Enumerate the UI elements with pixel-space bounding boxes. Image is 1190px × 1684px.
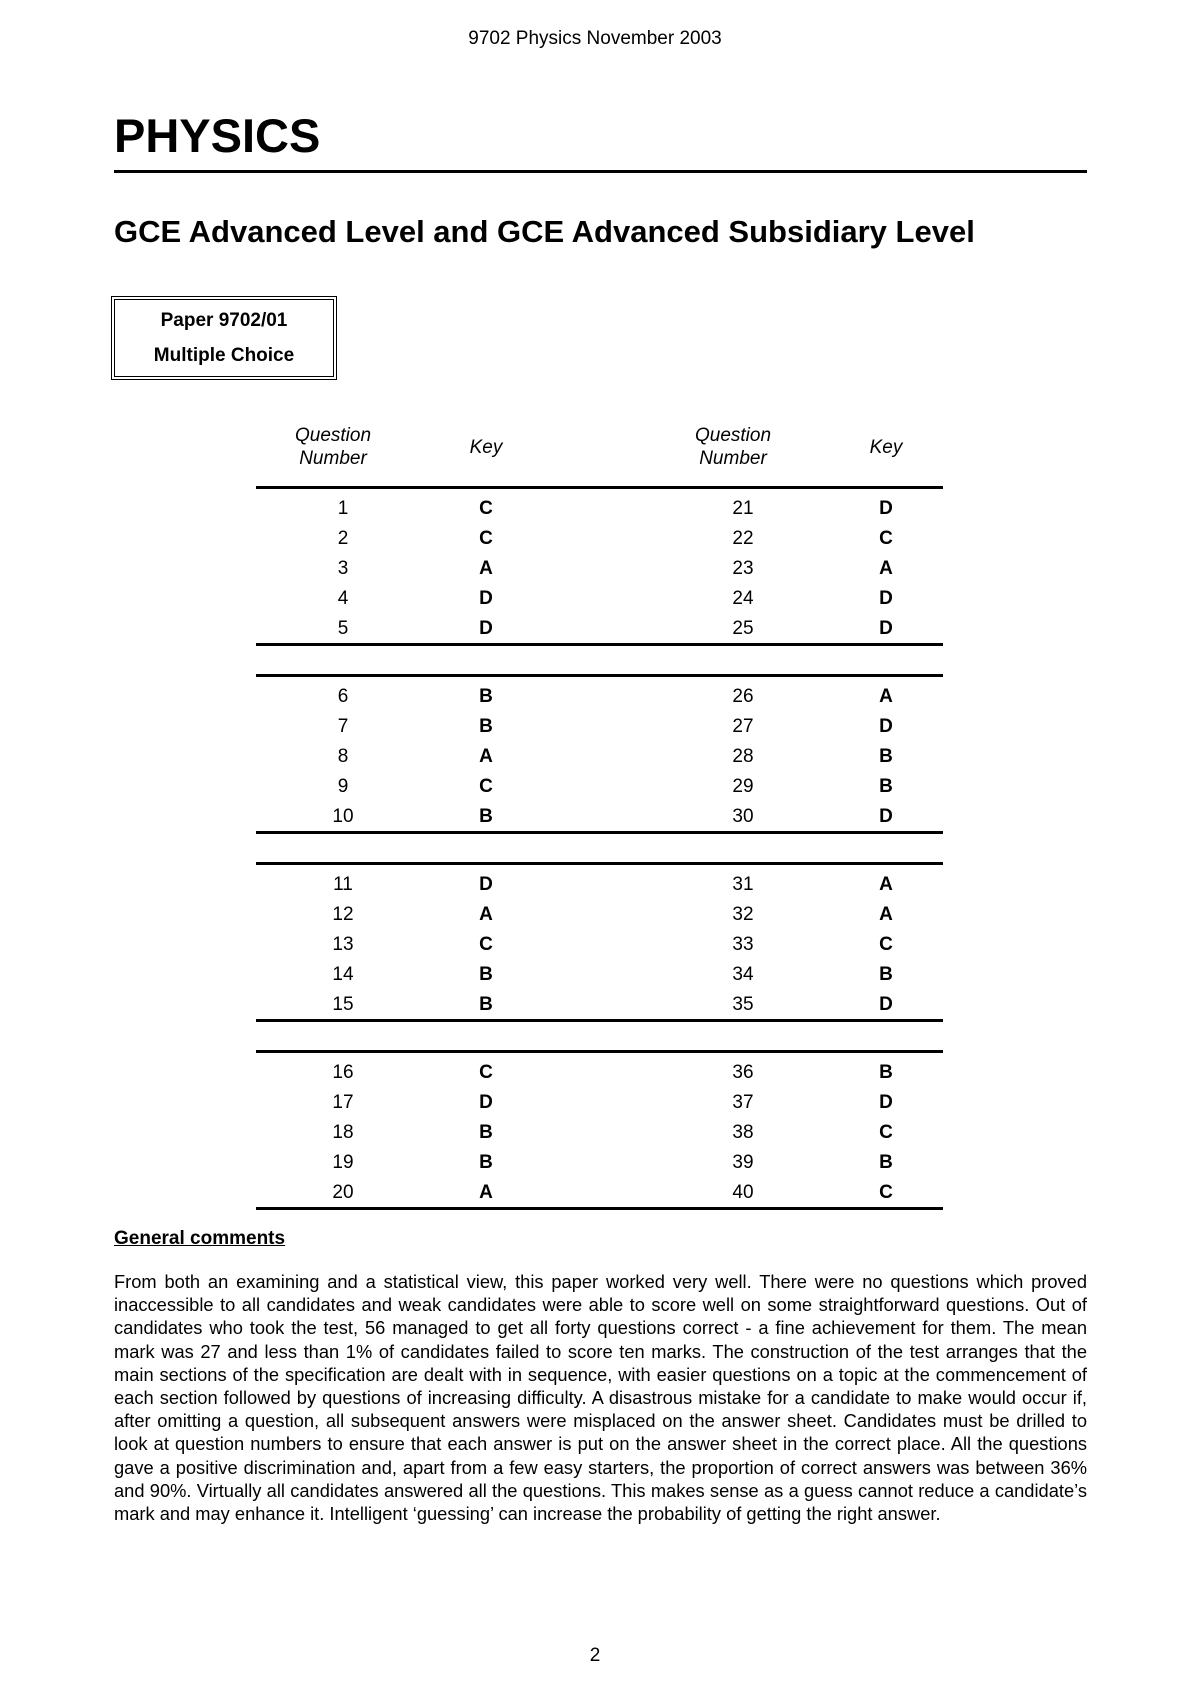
key-cell: A (879, 874, 893, 895)
table-row (256, 771, 943, 801)
key-cell: A (879, 558, 893, 579)
question-number-cell: 34 (732, 964, 754, 985)
key-cell: D (879, 588, 893, 609)
key-cell: B (479, 806, 493, 827)
question-number-cell: 13 (332, 934, 354, 955)
header-question-line2: Number (699, 448, 767, 469)
table-row (256, 741, 943, 771)
question-number-cell: 22 (732, 528, 754, 549)
question-number-cell: 8 (337, 746, 349, 767)
table-row (256, 959, 943, 989)
table-row (256, 989, 943, 1019)
key-cell: B (879, 964, 893, 985)
question-number-cell: 32 (732, 904, 754, 925)
key-cell: C (479, 528, 493, 549)
key-cell: B (879, 1152, 893, 1173)
key-cell: C (479, 1062, 493, 1083)
question-number-cell: 15 (332, 994, 354, 1015)
key-cell: B (479, 1122, 493, 1143)
table-header (256, 420, 943, 489)
key-cell: C (879, 934, 893, 955)
paper-type: Multiple Choice (153, 344, 295, 366)
question-number-cell: 27 (732, 716, 754, 737)
key-cell: D (879, 806, 893, 827)
key-cell: B (479, 1152, 493, 1173)
table-row (256, 583, 943, 613)
page-number: 2 (589, 1645, 601, 1666)
key-cell: C (879, 528, 893, 549)
table-row (256, 523, 943, 553)
key-cell: B (479, 686, 493, 707)
question-number-cell: 29 (732, 776, 754, 797)
key-cell: D (879, 994, 893, 1015)
key-cell: D (879, 498, 893, 519)
key-cell: A (479, 904, 493, 925)
header-question-number-right (683, 424, 783, 470)
question-number-cell: 2 (337, 528, 349, 549)
comments-heading: General comments (114, 1228, 286, 1249)
paper-code: Paper 9702/01 (160, 309, 288, 331)
question-number-cell: 37 (732, 1092, 754, 1113)
key-cell: B (479, 964, 493, 985)
key-cell: B (479, 716, 493, 737)
question-number-cell: 7 (337, 716, 349, 737)
header-key-left: Key (469, 437, 503, 458)
key-cell: A (479, 1182, 493, 1203)
question-number-cell: 28 (732, 746, 754, 767)
key-cell: C (879, 1182, 893, 1203)
table-group-body (256, 493, 943, 646)
key-cell: A (879, 904, 893, 925)
question-number-cell: 17 (332, 1092, 354, 1113)
question-number-cell: 26 (732, 686, 754, 707)
key-cell: B (479, 994, 493, 1015)
question-number-cell: 3 (337, 558, 349, 579)
question-number-cell: 25 (732, 618, 754, 639)
question-number-cell: 35 (732, 994, 754, 1015)
subject-title: PHYSICS (114, 109, 321, 162)
question-number-cell: 6 (337, 686, 349, 707)
header-key-right: Key (869, 437, 903, 458)
paper-box (111, 296, 337, 380)
table-row (256, 801, 943, 831)
title-rule (114, 170, 1087, 173)
key-cell: D (879, 1092, 893, 1113)
table-row (256, 1147, 943, 1177)
table-row (256, 929, 943, 959)
table-row (256, 711, 943, 741)
question-number-cell: 38 (732, 1122, 754, 1143)
table-row (256, 869, 943, 899)
key-cell: C (479, 498, 493, 519)
question-number-cell: 36 (732, 1062, 754, 1083)
question-number-cell: 19 (332, 1152, 354, 1173)
key-cell: D (479, 874, 493, 895)
table-group-body (256, 1050, 943, 1210)
question-number-cell: 23 (732, 558, 754, 579)
question-number-cell: 16 (332, 1062, 354, 1083)
key-cell: A (879, 686, 893, 707)
question-number-cell: 5 (337, 618, 349, 639)
table-group (256, 493, 943, 646)
question-number-cell: 1 (337, 498, 349, 519)
table-row (256, 493, 943, 523)
header-question-line2: Number (299, 448, 367, 469)
table-group-body (256, 674, 943, 834)
question-number-cell: 4 (337, 588, 349, 609)
table-row (256, 1057, 943, 1087)
question-number-cell: 18 (332, 1122, 354, 1143)
table-group (256, 674, 943, 834)
running-header: 9702 Physics November 2003 (468, 28, 722, 49)
question-number-cell: 12 (332, 904, 354, 925)
comments-body: From both an examining and a statistical view, this paper worked very well. There were no questions which proved inaccessible to all candidates and weak candidates were able to score well on some straightforward questions. Out of candidates who took the test, 56 managed to get all forty questions correct - a fine achievement for them. The mean mark was 27 and less than 1% of candidates failed to score ten marks. The construction of the test arranges that the main sections of the specification are dealt with in sequence, with easier questions on a topic at the commencement of each section followed by questions of increasing difficulty. A disastrous mistake for a candidate to make would occur if, after omitting a question, all subsequent answers were misplaced on the answer sheet. Candidates must be drilled to look at question numbers to ensure that each answer is put on the answer sheet in the correct place. All the questions gave a positive discrimination and, apart from a few easy starters, the proportion of correct answers was between 36% and 90%. Virtually all candidates answered all the questions. This makes sense as a guess cannot reduce a candidate’s mark and may enhance it. Intelligent ‘guessing’ can increase the probability of getting the right answer. (114, 1271, 1087, 1525)
key-cell: A (479, 558, 493, 579)
key-cell: B (879, 776, 893, 797)
table-row (256, 553, 943, 583)
table-groups (256, 493, 943, 1210)
question-number-cell: 21 (732, 498, 754, 519)
level-title: GCE Advanced Level and GCE Advanced Subsidiary Level (114, 214, 975, 249)
question-number-cell: 9 (337, 776, 349, 797)
table-group (256, 862, 943, 1022)
table-row (256, 1087, 943, 1117)
question-number-cell: 10 (332, 806, 354, 827)
question-number-cell: 39 (732, 1152, 754, 1173)
table-row (256, 1117, 943, 1147)
key-cell: D (479, 1092, 493, 1113)
question-number-cell: 11 (333, 874, 353, 895)
question-number-cell: 14 (332, 964, 354, 985)
key-cell: D (479, 618, 493, 639)
key-cell: B (879, 746, 893, 767)
key-cell: D (879, 716, 893, 737)
question-number-cell: 33 (732, 934, 754, 955)
table-row (256, 899, 943, 929)
key-cell: C (479, 776, 493, 797)
table-row (256, 1177, 943, 1207)
table-row (256, 613, 943, 643)
question-number-cell: 20 (332, 1182, 354, 1203)
key-cell: A (479, 746, 493, 767)
question-number-cell: 40 (732, 1182, 754, 1203)
question-number-cell: 30 (732, 806, 754, 827)
header-question-line1: Question (694, 425, 772, 446)
header-question-number-left (283, 424, 383, 470)
key-cell: C (479, 934, 493, 955)
key-cell: B (879, 1062, 893, 1083)
key-cell: D (879, 618, 893, 639)
table-row (256, 681, 943, 711)
table-group (256, 1050, 943, 1210)
answer-key-table (256, 420, 943, 1210)
key-cell: D (479, 588, 493, 609)
header-question-line1: Question (294, 425, 372, 446)
question-number-cell: 31 (732, 874, 754, 895)
key-cell: C (879, 1122, 893, 1143)
table-group-body (256, 862, 943, 1022)
question-number-cell: 24 (732, 588, 754, 609)
